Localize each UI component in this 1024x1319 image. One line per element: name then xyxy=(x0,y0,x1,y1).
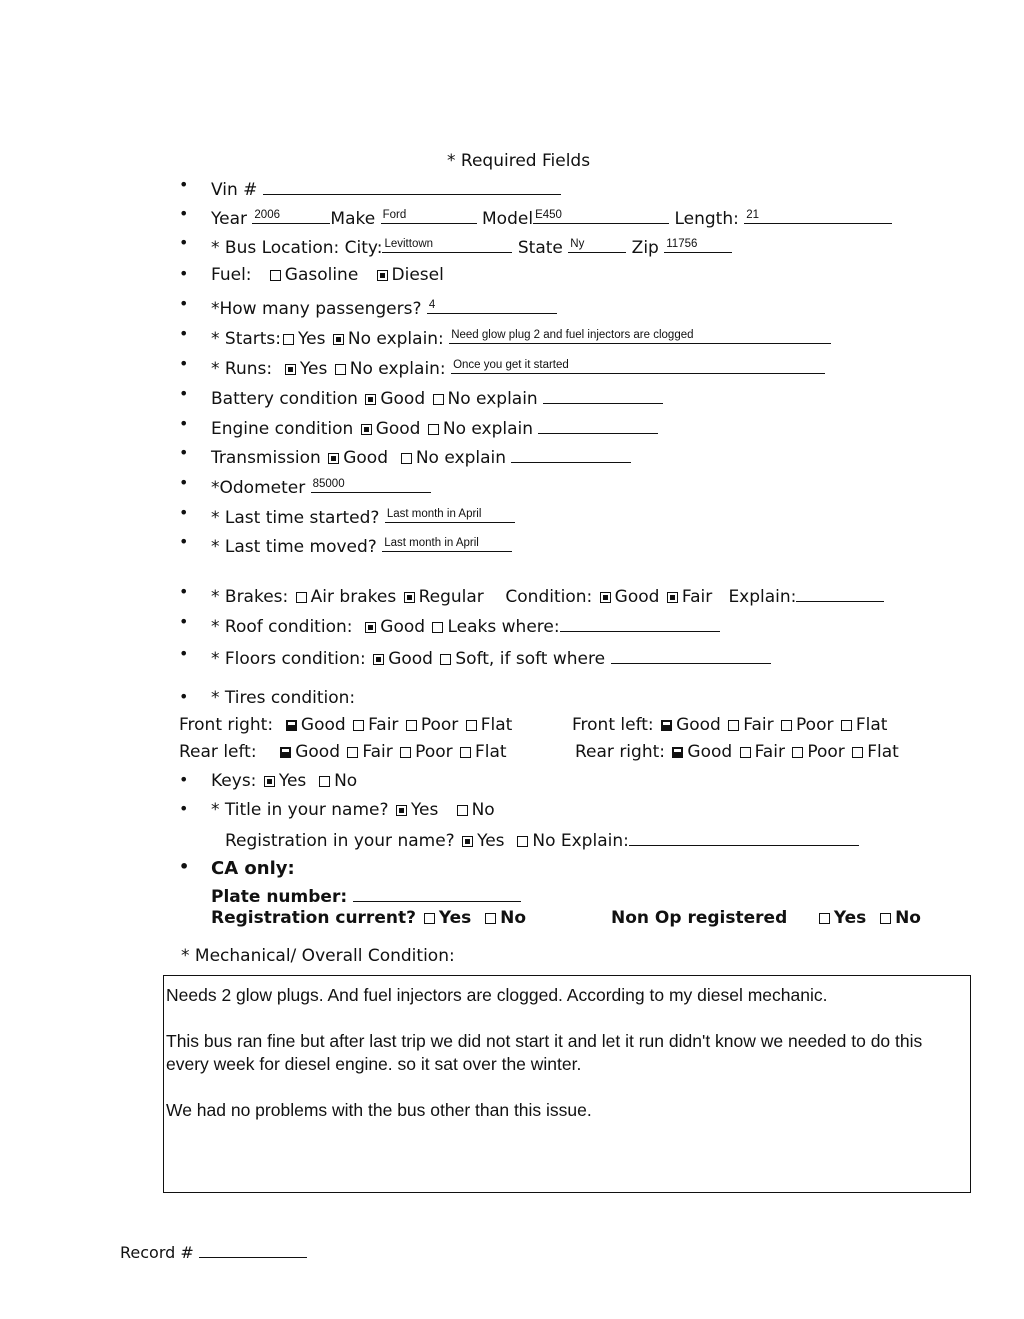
front-left-flat-checkbox[interactable] xyxy=(841,720,852,731)
air-brakes-label: Air brakes xyxy=(310,587,397,607)
make-value: Ford xyxy=(382,209,407,221)
tire-good-label: Good xyxy=(300,715,346,735)
odometer-label: *Odometer xyxy=(211,478,306,498)
brakes-good-label: Good xyxy=(614,587,660,607)
tire-fair-label: Fair xyxy=(368,715,399,735)
length-field[interactable] xyxy=(744,205,892,224)
title-row xyxy=(211,800,495,820)
battery-good-checkbox[interactable] xyxy=(365,394,376,405)
front-left-good-checkbox[interactable] xyxy=(661,720,672,731)
narrative-paragraph: This bus ran fine but after last trip we did not start it and let it run didn't know we needed to do this every week for diesel engine. so it sat over the winter. xyxy=(166,1031,923,1074)
air-brakes-checkbox[interactable] xyxy=(296,592,307,603)
runs-label: * Runs: xyxy=(211,359,273,379)
registration-yes-checkbox[interactable] xyxy=(462,836,473,847)
starts-explain-value: Need glow plug 2 and fuel injectors are clogged xyxy=(451,329,694,341)
make-field[interactable] xyxy=(381,205,477,224)
tire-front-right-label: Front right: xyxy=(179,715,274,735)
gasoline-label: Gasoline xyxy=(284,265,359,285)
reg-current-no-checkbox[interactable] xyxy=(485,913,496,924)
battery-explain-field[interactable] xyxy=(543,385,663,404)
non-op-yes-label: Yes xyxy=(833,908,867,928)
registration-row xyxy=(225,827,859,851)
tire-poor-label: Poor xyxy=(796,715,834,735)
front-right-good-checkbox[interactable] xyxy=(286,720,297,731)
keys-label: Keys: xyxy=(211,771,257,791)
tire-flat-label: Flat xyxy=(480,715,513,735)
mechanical-condition-textbox[interactable] xyxy=(163,975,971,1193)
tire-good-label: Good xyxy=(676,715,721,735)
tire-front-left-label: Front left: xyxy=(572,715,654,735)
tire-good-label: Good xyxy=(295,742,340,762)
brakes-explain-label: Explain: xyxy=(728,587,797,607)
zip-label: Zip xyxy=(631,238,659,258)
registration-yes-label: Yes xyxy=(477,831,505,851)
rear-right-fair-checkbox[interactable] xyxy=(740,747,751,758)
fuel-row xyxy=(211,265,444,285)
zip-field[interactable] xyxy=(664,234,732,253)
runs-explain-field[interactable] xyxy=(451,355,825,374)
year-field[interactable] xyxy=(252,205,330,224)
non-op-no-checkbox[interactable] xyxy=(880,913,891,924)
roof-leaks-label: Leaks where: xyxy=(447,617,560,637)
tire-flat-label: Flat xyxy=(475,742,507,762)
engine-no-label: No explain xyxy=(442,419,534,439)
tire-rear-left-label: Rear left: xyxy=(179,742,257,762)
roof-row xyxy=(211,613,720,637)
starts-no-label: No explain: xyxy=(347,329,444,349)
battery-label: Battery condition xyxy=(211,389,358,409)
keys-no-checkbox[interactable] xyxy=(319,776,330,787)
regular-brakes-checkbox[interactable] xyxy=(404,592,415,603)
reg-current-yes-label: Yes xyxy=(438,908,472,928)
non-op-yes-checkbox[interactable] xyxy=(819,913,830,924)
model-field[interactable] xyxy=(533,205,669,224)
plate-row xyxy=(211,883,521,907)
brakes-condition-label: Condition: xyxy=(505,587,593,607)
non-op-label: Non Op registered xyxy=(611,908,788,928)
tire-fair-label: Fair xyxy=(754,742,785,762)
year-value: 2006 xyxy=(254,209,280,221)
vin-row xyxy=(211,176,561,200)
starts-explain-field[interactable] xyxy=(449,325,831,344)
title-yes-checkbox[interactable] xyxy=(396,805,407,816)
brakes-fair-label: Fair xyxy=(681,587,713,607)
location-label: * Bus Location: City: xyxy=(211,238,383,258)
diesel-label: Diesel xyxy=(391,265,444,285)
non-op-row xyxy=(611,908,921,928)
city-field[interactable] xyxy=(382,234,512,253)
narrative-paragraph: Needs 2 glow plugs. And fuel injectors are clogged. According to my diesel mechanic. xyxy=(166,985,828,1005)
city-value: Levittown xyxy=(384,238,434,250)
vehicle-row xyxy=(211,205,892,229)
year-label: Year xyxy=(211,209,247,229)
mechanical-label: * Mechanical/ Overall Condition: xyxy=(181,946,455,966)
vin-field[interactable] xyxy=(263,176,561,195)
required-fields-note: * Required Fields xyxy=(447,151,591,171)
last-started-row xyxy=(211,504,515,528)
odometer-field[interactable] xyxy=(311,474,431,493)
transmission-good-label: Good xyxy=(343,448,389,468)
narrative-paragraph: We had no problems with the bus other than this issue. xyxy=(166,1100,592,1120)
brakes-good-checkbox[interactable] xyxy=(600,592,611,603)
state-field[interactable] xyxy=(568,234,626,253)
runs-yes-label: Yes xyxy=(299,359,328,379)
zip-value: 11756 xyxy=(666,238,698,250)
last-moved-label: * Last time moved? xyxy=(211,537,377,557)
battery-no-checkbox[interactable] xyxy=(433,394,444,405)
engine-no-checkbox[interactable] xyxy=(428,424,439,435)
reg-current-label: Registration current? xyxy=(211,908,416,928)
registration-no-label: No Explain: xyxy=(532,831,629,851)
diesel-checkbox[interactable] xyxy=(377,270,388,281)
starts-no-checkbox[interactable] xyxy=(333,334,344,345)
runs-explain-value: Once you get it started xyxy=(453,359,569,371)
starts-row xyxy=(211,325,831,349)
tire-poor-label: Poor xyxy=(420,715,459,735)
tires-label: • * Tires condition: xyxy=(211,688,355,708)
roof-good-label: Good xyxy=(380,617,426,637)
passengers-row xyxy=(211,295,557,319)
front-left-poor-checkbox[interactable] xyxy=(781,720,792,731)
keys-yes-checkbox[interactable] xyxy=(264,776,275,787)
ca-only-label: • CA only: xyxy=(211,858,295,879)
tire-fair-label: Fair xyxy=(362,742,393,762)
keys-yes-label: Yes xyxy=(278,771,307,791)
tire-flat-label: Flat xyxy=(855,715,888,735)
tire-rear-right-row xyxy=(575,742,899,762)
rear-left-good-checkbox[interactable] xyxy=(280,747,291,758)
engine-good-checkbox[interactable] xyxy=(361,424,372,435)
brakes-fair-checkbox[interactable] xyxy=(667,592,678,603)
floors-good-label: Good xyxy=(388,649,433,669)
engine-explain-field[interactable] xyxy=(538,415,658,434)
floors-soft-checkbox[interactable] xyxy=(440,654,451,665)
plate-field[interactable] xyxy=(353,883,521,902)
state-label: State xyxy=(517,238,563,258)
record-label: Record # xyxy=(120,1243,194,1262)
roof-leaks-field[interactable] xyxy=(560,613,720,632)
starts-yes-checkbox[interactable] xyxy=(283,334,294,345)
transmission-row xyxy=(211,444,631,468)
passengers-value: 4 xyxy=(428,299,436,311)
odometer-value: 85000 xyxy=(312,478,345,490)
registration-no-checkbox[interactable] xyxy=(517,836,528,847)
title-yes-label: Yes xyxy=(410,800,439,820)
floors-soft-label: Soft, if soft where xyxy=(455,649,606,669)
keys-row xyxy=(211,771,357,791)
gasoline-checkbox[interactable] xyxy=(270,270,281,281)
transmission-no-checkbox[interactable] xyxy=(401,453,412,464)
roof-good-checkbox[interactable] xyxy=(365,622,376,633)
make-label: Make xyxy=(330,209,376,229)
battery-good-label: Good xyxy=(380,389,426,409)
vin-label: Vin # xyxy=(211,180,258,200)
tire-front-right-row xyxy=(179,715,512,735)
runs-no-checkbox[interactable] xyxy=(335,364,346,375)
keys-no-label: No xyxy=(334,771,358,791)
runs-row xyxy=(211,355,825,379)
length-value: 21 xyxy=(746,209,760,221)
passengers-field[interactable] xyxy=(427,295,557,314)
reg-current-no-label: No xyxy=(500,908,527,928)
brakes-row xyxy=(211,583,884,607)
floors-good-checkbox[interactable] xyxy=(373,654,384,665)
transmission-good-checkbox[interactable] xyxy=(328,453,339,464)
front-left-fair-checkbox[interactable] xyxy=(728,720,739,731)
floors-row xyxy=(211,645,771,669)
model-label: Model xyxy=(482,209,534,229)
rear-right-flat-checkbox[interactable] xyxy=(852,747,863,758)
last-started-label: * Last time started? xyxy=(211,508,380,528)
runs-yes-checkbox[interactable] xyxy=(285,364,296,375)
reg-current-row xyxy=(211,908,526,928)
floors-label: * Floors condition: xyxy=(211,649,366,669)
transmission-explain-field[interactable] xyxy=(511,444,631,463)
title-no-label: No xyxy=(471,800,495,820)
tire-flat-label: Flat xyxy=(867,742,899,762)
record-field[interactable] xyxy=(199,1239,307,1258)
tire-rear-left-row xyxy=(179,742,507,762)
tire-good-label: Good xyxy=(687,742,733,762)
rear-right-poor-checkbox[interactable] xyxy=(792,747,803,758)
battery-row xyxy=(211,385,663,409)
starts-label: * Starts: xyxy=(211,329,282,349)
last-started-field[interactable] xyxy=(385,504,515,523)
transmission-label: Transmission xyxy=(211,448,321,468)
tire-rear-right-label: Rear right: xyxy=(575,742,665,762)
tire-fair-label: Fair xyxy=(743,715,774,735)
roof-leaks-checkbox[interactable] xyxy=(432,622,443,633)
plate-label: Plate number: xyxy=(211,887,348,907)
runs-no-label: No explain: xyxy=(349,359,446,379)
rear-left-fair-checkbox[interactable] xyxy=(347,747,358,758)
state-value: Ny xyxy=(570,238,585,250)
registration-label: Registration in your name? xyxy=(225,831,455,851)
floors-soft-field[interactable] xyxy=(611,645,771,664)
tire-poor-label: Poor xyxy=(807,742,845,762)
transmission-no-label: No explain xyxy=(415,448,506,468)
odometer-row xyxy=(211,474,431,498)
tire-front-left-row xyxy=(572,715,887,735)
last-moved-field[interactable] xyxy=(382,533,512,552)
record-row xyxy=(120,1239,307,1262)
rear-left-poor-checkbox[interactable] xyxy=(400,747,411,758)
tire-poor-label: Poor xyxy=(415,742,453,762)
length-label: Length: xyxy=(674,209,739,229)
brakes-label: * Brakes: xyxy=(211,587,289,607)
model-value: E450 xyxy=(535,209,562,221)
regular-brakes-label: Regular xyxy=(418,587,484,607)
non-op-no-label: No xyxy=(895,908,921,928)
rear-left-flat-checkbox[interactable] xyxy=(460,747,471,758)
passengers-label: *How many passengers? xyxy=(211,299,422,319)
front-right-fair-checkbox[interactable] xyxy=(353,720,364,731)
last-moved-value: Last month in April xyxy=(384,537,479,549)
brakes-explain-field[interactable] xyxy=(796,583,884,602)
rear-right-good-checkbox[interactable] xyxy=(672,747,683,758)
location-row xyxy=(211,234,732,258)
starts-yes-label: Yes xyxy=(298,329,326,349)
roof-label: * Roof condition: xyxy=(211,617,353,637)
engine-row xyxy=(211,415,658,439)
front-right-poor-checkbox[interactable] xyxy=(406,720,417,731)
registration-explain-field[interactable] xyxy=(629,827,859,846)
fuel-label: Fuel: xyxy=(211,265,252,285)
engine-good-label: Good xyxy=(375,419,421,439)
reg-current-yes-checkbox[interactable] xyxy=(424,913,435,924)
battery-no-label: No explain xyxy=(447,389,538,409)
last-moved-row xyxy=(211,533,512,557)
front-right-flat-checkbox[interactable] xyxy=(466,720,477,731)
last-started-value: Last month in April xyxy=(386,508,482,520)
engine-label: Engine condition xyxy=(211,419,354,439)
title-label: * Title in your name? xyxy=(211,800,389,820)
title-no-checkbox[interactable] xyxy=(457,805,468,816)
